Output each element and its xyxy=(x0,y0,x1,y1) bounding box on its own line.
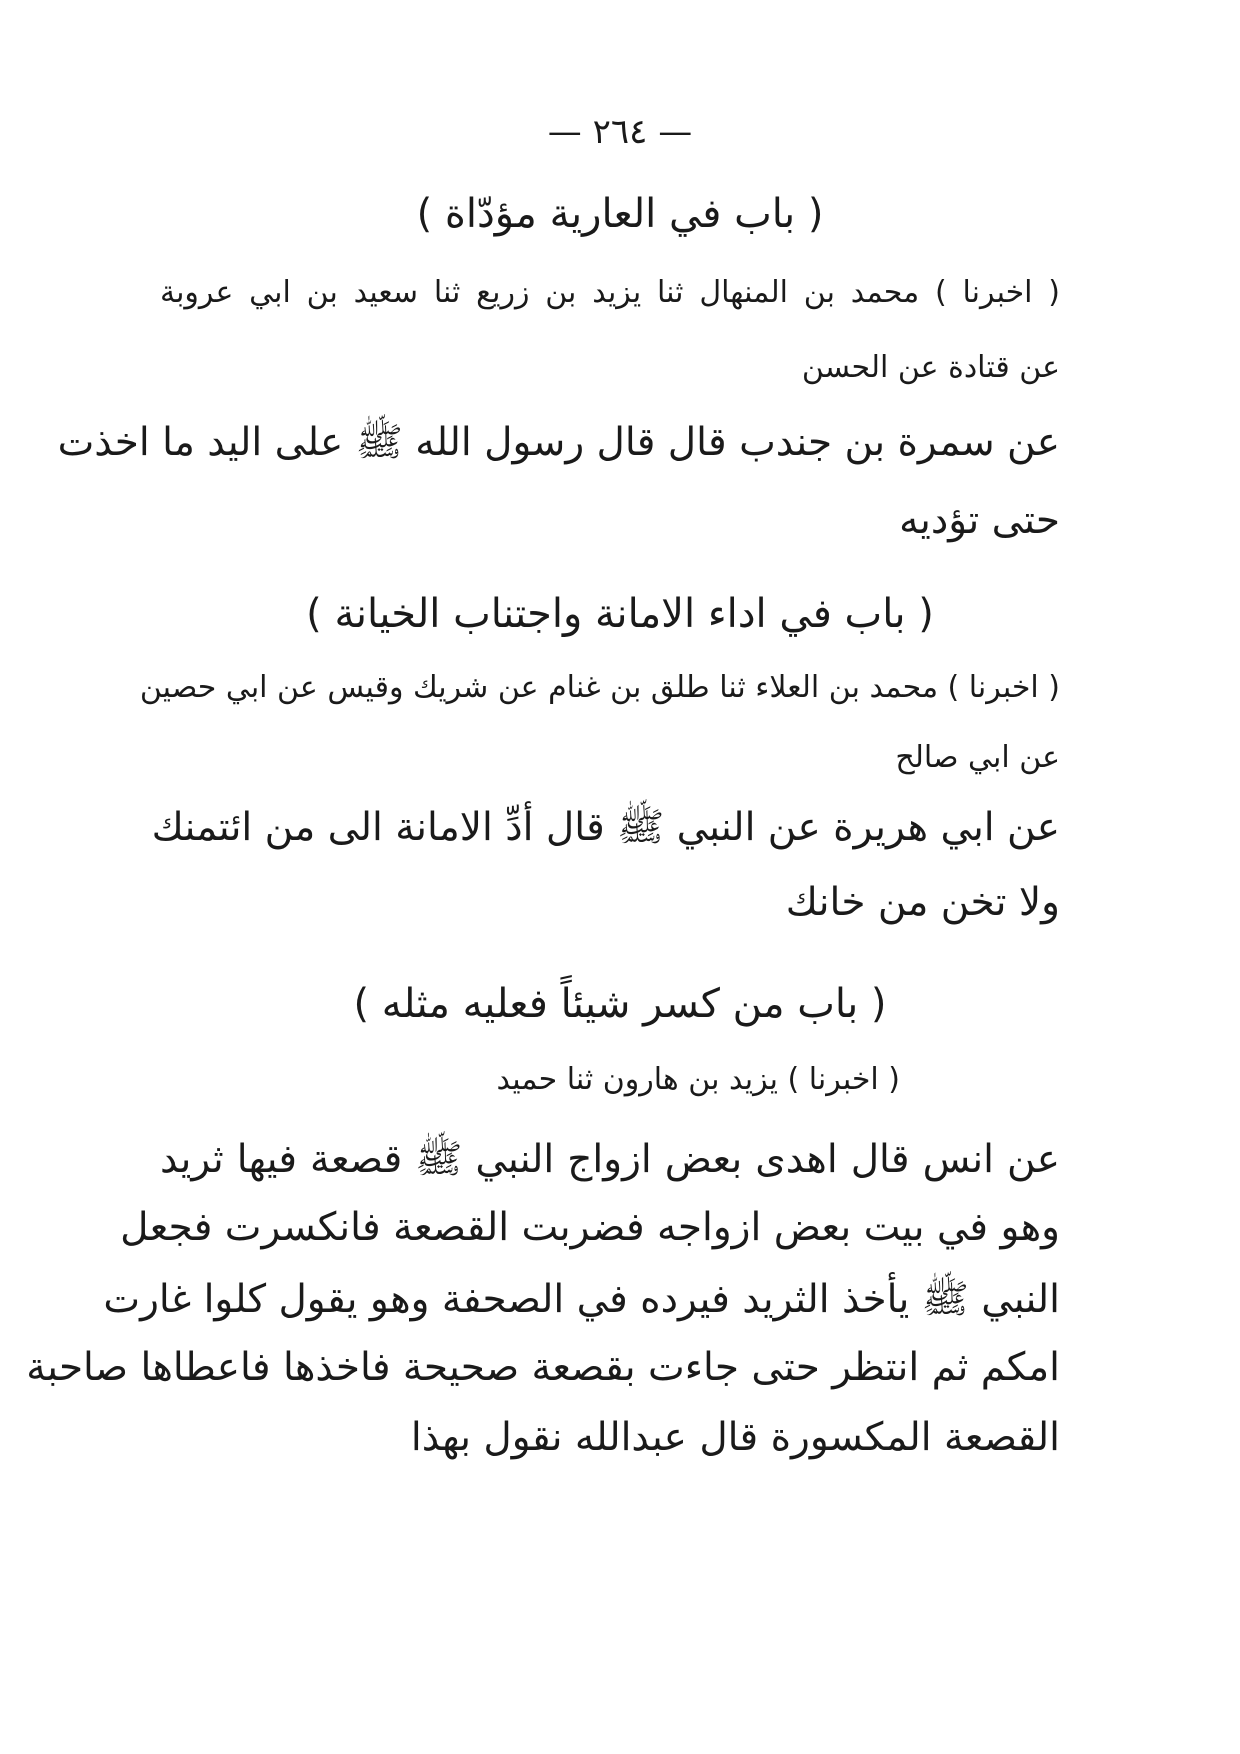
matn-line-1-2: حتى تؤديه xyxy=(899,498,1060,543)
matn-line-1-1: عن سمرة بن جندب قال قال رسول الله ﷺ على اليد ما اخذت xyxy=(57,420,1060,465)
matn-line-3-3: النبي ﷺ يأخذ الثريد فيرده في الصحفة وهو يقول كلوا غارت xyxy=(103,1277,1060,1322)
page-number: — ٢٦٤ — xyxy=(547,112,693,152)
isnad-line-2-2: عن ابي صالح xyxy=(895,740,1060,775)
isnad-line-1-2: عن قتادة عن الحسن xyxy=(801,350,1060,385)
matn-line-3-2: وهو في بيت بعض ازواجه فضربت القصعة فانكسرت فجعل xyxy=(120,1205,1060,1250)
matn-line-3-5: القصعة المكسورة قال عبدالله نقول بهذا xyxy=(410,1415,1060,1460)
chapter-heading-1: ( باب في العارية مؤدّاة ) xyxy=(416,191,824,237)
isnad-line-3-1: ( اخبرنا ) يزيد بن هارون ثنا حميد xyxy=(496,1062,900,1097)
matn-line-3-1: عن انس قال اهدى بعض ازواج النبي ﷺ قصعة فيها ثريد xyxy=(160,1137,1060,1182)
chapter-heading-2: ( باب في اداء الامانة واجتناب الخيانة ) xyxy=(306,591,934,637)
isnad-line-2-1: ( اخبرنا ) محمد بن العلاء ثنا طلق بن غنام عن شريك وقيس عن ابي حصين xyxy=(139,670,1060,705)
chapter-heading-3: ( باب من كسر شيئاً فعليه مثله ) xyxy=(353,981,887,1027)
matn-line-2-2: ولا تخن من خانك xyxy=(785,880,1060,925)
isnad-line-1-1: ( اخبرنا ) محمد بن المنهال ثنا يزيد بن زريع ثنا سعيد بن ابي عروبة xyxy=(160,275,1060,310)
matn-line-3-4: امكم ثم انتظر حتى جاءت بقصعة صحيحة فاخذها فاعطاها صاحبة xyxy=(26,1345,1060,1390)
matn-line-2-1: عن ابي هريرة عن النبي ﷺ قال أدِّ الامانة الى من ائتمنك xyxy=(151,805,1060,850)
